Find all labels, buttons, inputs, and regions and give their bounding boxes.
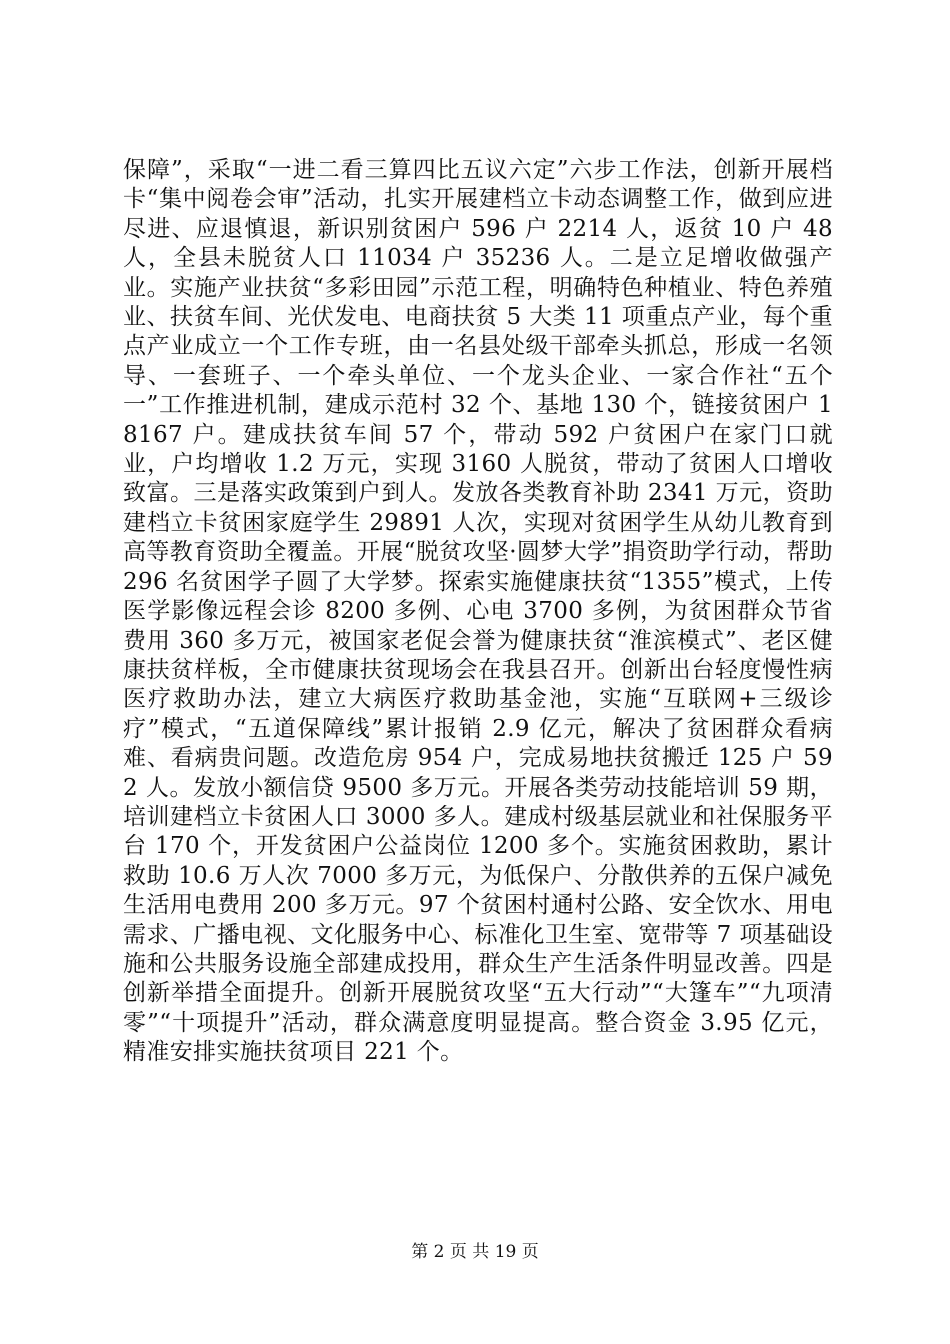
body-paragraph: 保障”，采取“一进二看三算四比五议六定”六步工作法，创新开展档卡“集中阅卷会审”活动，扎实开展建档立卡动态调整工作，做到应进尽进、应退慎退，新识别贫困户 596 户 2214 人，返贫 10 户 48 人，全县未脱贫人口 11034 户 35236 人。二是立足增收做强产业。实施产业扶贫“多彩田园”示范工程，明确特色种植业、特色养殖业、扶贫车间、光伏发电、电商扶贫 5 大类 11 项重点产业，每个重点产业成立一个工作专班，由一名县处级干部牵头抓总，形成一名领导、一套班子、一个牵头单位、一个龙头企业、一家合作社“五个一”工作推进机制，建成示范村 32 个、基地 130 个，链接贫困户 18167 户。建成扶贫车间 57 个，带动 592 户贫困户在家门口就业，户均增收 1.2 万元，实现 3160 人脱贫，带动了贫困人口增收致富。三是落实政策到户到人。发放各类教育补助 2341 万元，资助建档立卡贫困家庭学生 29891 人次，实现对贫困学生从幼儿教育到高等教育资助全覆盖。开展“脱贫攻坚·圆梦大学”捐资助学行动，帮助 296 名贫困学子圆了大学梦。探索实施健康扶贫“1355”模式，上传医学影像远程会诊 8200 多例、心电 3700 多例，为贫困群众节省费用 360 多万元，被国家老促会誉为健康扶贫“淮滨模式”、老区健康扶贫样板，全市健康扶贫现场会在我县召开。创新出台轻度慢性病医疗救助办法，建立大病医疗救助基金池，实施“互联网+三级诊疗”模式，“五道保障线”累计报销 2.9 亿元，解决了贫困群众看病难、看病贵问题。改造危房 954 户，完成易地扶贫搬迁 125 户 592 人。发放小额信贷 9500 多万元。开展各类劳动技能培训 59 期，培训建档立卡贫困人口 3000 多人。建成村级基层就业和社保服务平台 170 个，开发贫困户公益岗位 1200 多个。实施贫困救助，累计救助 10.6 万人次 7000 多万元，为低保户、分散供养的五保户减免生活用电费用 200 多万元。97 个贫困村通村公路、安全饮水、用电需求、广播电视、文化服务中心、标准化卫生室、宽带等 7 项基础设施和公共服务设施全部建成投用，群众生产生活条件明显改善。四是创新举措全面提升。创新开展脱贫攻坚“五大行动”“大篷车”“九项清零”“十项提升”活动，群众满意度明显提高。整合资金 3.95 亿元，精准安排实施扶贫项目 221 个。: [123, 157, 833, 1066]
page-number-footer: 第 2 页 共 19 页: [411, 1242, 539, 1262]
